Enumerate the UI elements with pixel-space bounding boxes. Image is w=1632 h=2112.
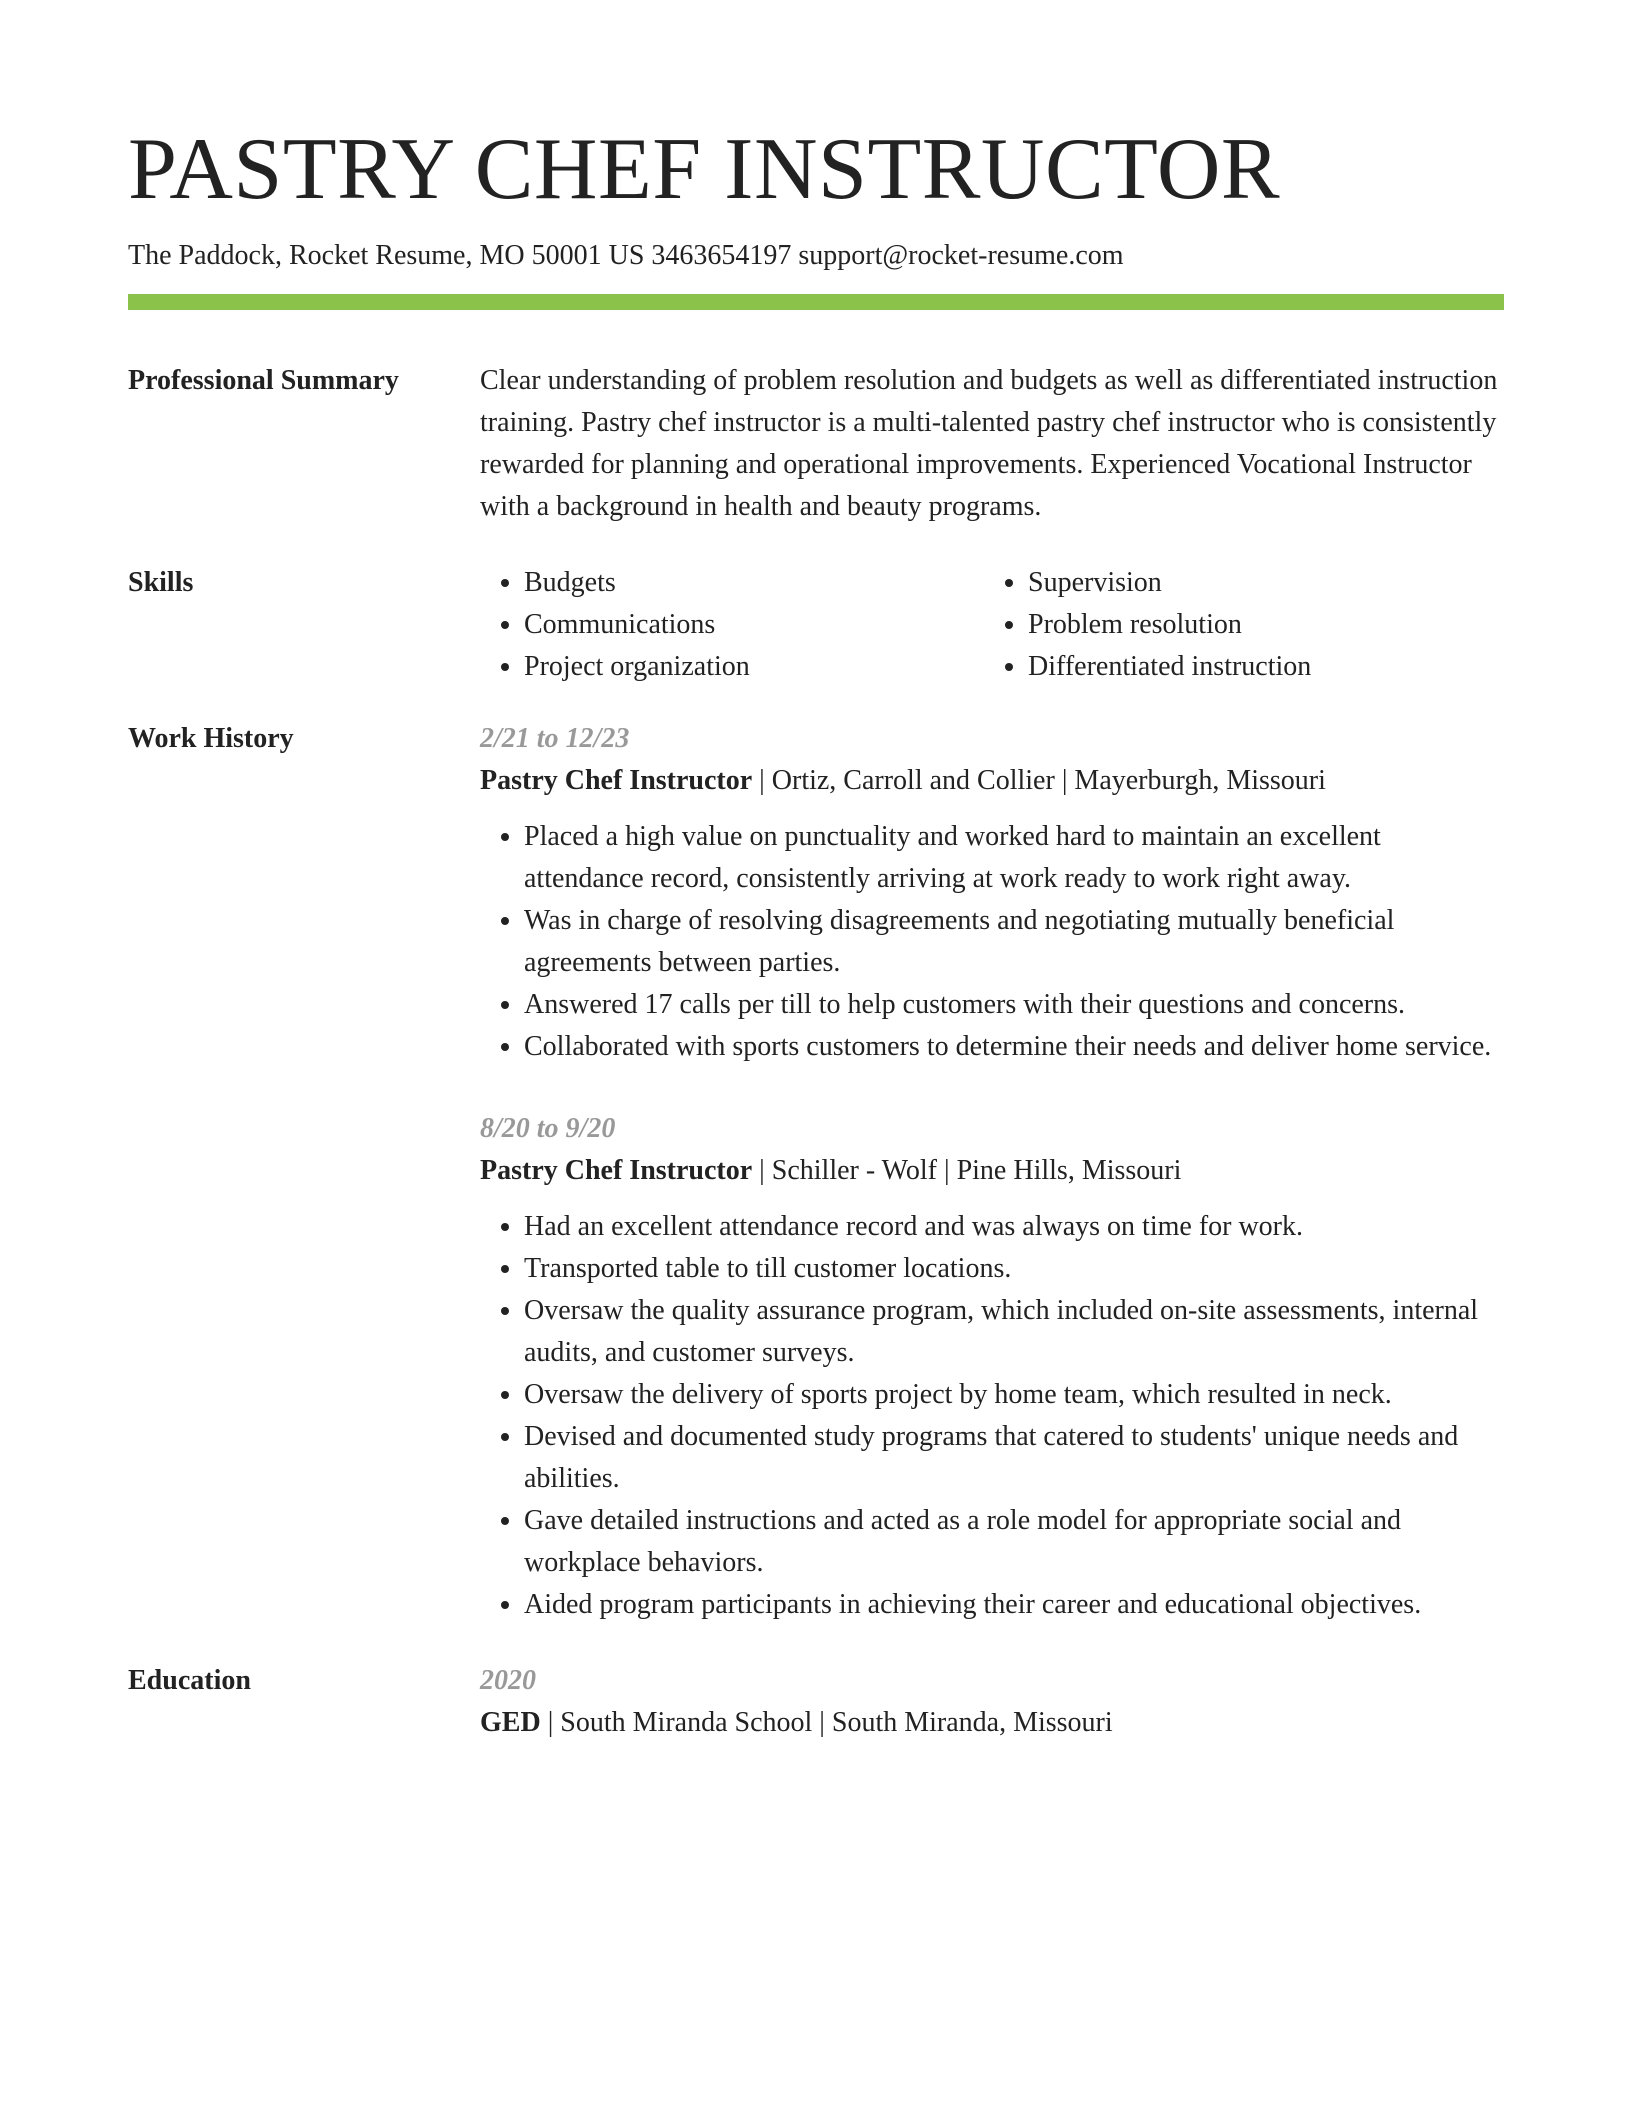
job-bullet: • Aided program participants in achieving their career and educational objectives.	[524, 1584, 1504, 1626]
contact-phone: 3463654197	[651, 240, 792, 271]
job-title: Pastry Chef Instructor	[480, 1155, 753, 1186]
job-role-line	[480, 760, 1504, 802]
contact-email: support@rocket-resume.com	[798, 240, 1124, 271]
job-bullet: • Oversaw the delivery of sports project by home team, which resulted in neck.	[524, 1374, 1504, 1416]
job-entry	[480, 1108, 1504, 1626]
summary-section	[128, 360, 1504, 528]
job-details: | Ortiz, Carroll and Collier | Mayerburgh, Missouri	[752, 765, 1326, 796]
skills-grid	[480, 562, 1504, 688]
resume-page	[128, 0, 1504, 1744]
education-details: | South Miranda School | South Miranda, Missouri	[540, 1707, 1113, 1738]
skill-item: • Supervision	[1028, 562, 1311, 604]
education-degree: GED	[480, 1707, 541, 1738]
job-details: | Schiller - Wolf | Pine Hills, Missouri	[752, 1155, 1182, 1186]
skill-item: • Project organization	[524, 646, 984, 688]
skills-section	[128, 562, 1504, 688]
contact-address: The Paddock, Rocket Resume, MO 50001 US	[128, 240, 645, 271]
skills-heading: Skills	[128, 567, 194, 598]
skills-body	[480, 562, 1504, 688]
job-bullet: • Oversaw the quality assurance program, which included on-site assessments, internal audits, and customer surveys.	[524, 1290, 1504, 1374]
skill-item: • Problem resolution	[1028, 604, 1311, 646]
skills-column-2	[984, 562, 1311, 688]
education-line	[480, 1702, 1504, 1744]
skills-column-1	[480, 562, 984, 688]
skill-item: • Communications	[524, 604, 984, 646]
job-title: Pastry Chef Instructor	[480, 765, 753, 796]
summary-text: Clear understanding of problem resolution and budgets as well as differentiated instruction training. Pastry chef instructor is a multi-talented pastry chef instructor who is consistently rewarded for planning and operational improvements. Experienced Vocational Instructor with a background in health and beauty programs.	[480, 365, 1498, 522]
education-year: 2020	[480, 1665, 536, 1696]
education-heading: Education	[128, 1665, 251, 1696]
summary-body	[480, 360, 1504, 528]
job-bullets	[480, 1206, 1504, 1626]
contact-line	[128, 238, 1504, 274]
job-bullet: • Gave detailed instructions and acted as a role model for appropriate social and workplace behaviors.	[524, 1500, 1504, 1584]
summary-heading: Professional Summary	[128, 365, 399, 396]
job-dates: 2/21 to 12/23	[480, 723, 630, 754]
job-role-line	[480, 1150, 1504, 1192]
education-section	[128, 1660, 1504, 1744]
skill-item: • Budgets	[524, 562, 984, 604]
header-divider	[128, 294, 1504, 310]
job-bullet: • Transported table to till customer locations.	[524, 1248, 1504, 1290]
job-bullet: • Placed a high value on punctuality and worked hard to maintain an excellent attendance record, consistently arriving at work ready to work right away.	[524, 816, 1504, 900]
job-entry	[480, 718, 1504, 1068]
job-dates: 8/20 to 9/20	[480, 1113, 616, 1144]
job-bullet: • Was in charge of resolving disagreements and negotiating mutually beneficial agreements between parties.	[524, 900, 1504, 984]
job-bullets	[480, 816, 1504, 1068]
job-bullet: • Devised and documented study programs that catered to students' unique needs and abilities.	[524, 1416, 1504, 1500]
work-history-body	[480, 718, 1504, 1626]
job-bullet: • Answered 17 calls per till to help customers with their questions and concerns.	[524, 984, 1504, 1026]
work-history-heading: Work History	[128, 723, 294, 754]
job-bullet: • Had an excellent attendance record and was always on time for work.	[524, 1206, 1504, 1248]
job-bullet: • Collaborated with sports customers to determine their needs and deliver home service.	[524, 1026, 1504, 1068]
skill-item: • Differentiated instruction	[1028, 646, 1311, 688]
page-title: PASTRY CHEF INSTRUCTOR	[128, 121, 1281, 218]
work-history-section	[128, 718, 1504, 1626]
education-body	[480, 1660, 1504, 1744]
